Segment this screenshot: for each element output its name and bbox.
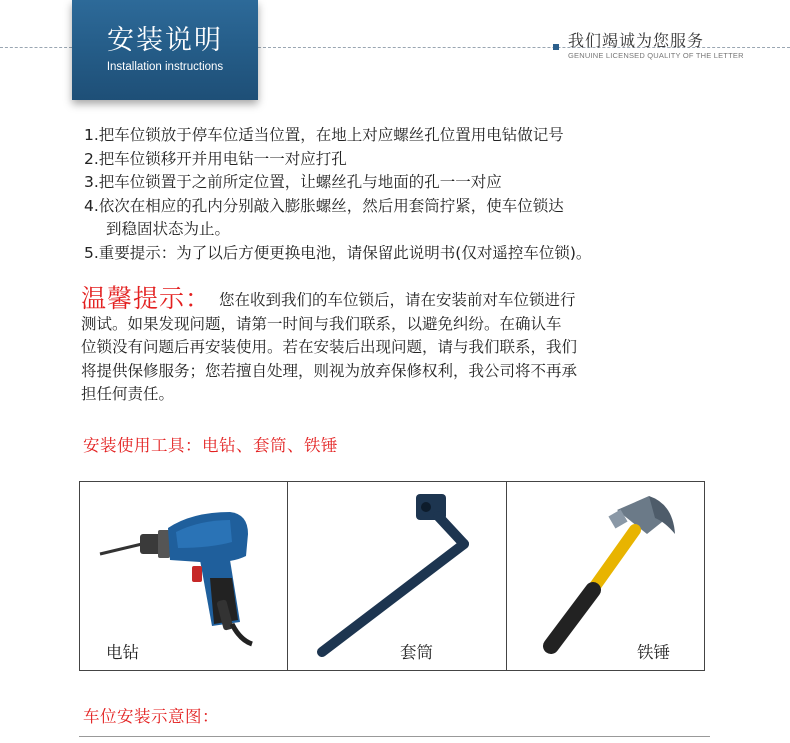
tip-line: 测试。如果发现问题，请第一时间与我们联系，以避免纠纷。在确认车	[81, 314, 562, 333]
bullet-square-icon	[553, 44, 559, 50]
step-item: 3.把车位锁置于之前所定位置，让螺丝孔与地面的孔一一对应	[84, 173, 502, 191]
tip-line: 担任何责任。	[81, 385, 175, 403]
tip-line: 您在收到我们的车位锁后，请在安装前对车位锁进行	[219, 291, 576, 309]
service-title: 我们竭诚为您服务	[568, 31, 705, 50]
tool-cell-hammer	[506, 482, 704, 670]
socket-wrench-icon	[288, 482, 506, 668]
step-item: 4.依次在相应的孔内分别敲入膨胀螺丝，然后用套筒拧紧，使车位锁达	[84, 196, 564, 215]
banner-title: 安装说明	[107, 25, 223, 56]
hammer-icon	[507, 482, 704, 668]
step-item: 5.重要提示：为了以后方便更换电池，请保留此说明书(仅对遥控车位锁)。	[84, 243, 592, 262]
tool-cell-drill	[80, 482, 287, 670]
tip-line: 位锁没有问题后再安装使用。若在安装后出现问题，请与我们联系，我们	[81, 338, 578, 356]
title-banner	[72, 0, 258, 100]
tools-table	[79, 481, 705, 671]
tool-cell-socket	[287, 482, 506, 670]
tip-line: 将提供保修服务；您若擅自处理，则视为放弃保修权利，我公司将不再承	[81, 361, 578, 380]
step-item: 2.把车位锁移开并用电钻一一对应打孔	[84, 149, 347, 168]
header-divider-right	[258, 47, 790, 48]
tip-title: 温馨提示：	[81, 284, 212, 313]
service-subtitle: GENUINE LICENSED QUALITY OF THE LETTER	[568, 51, 744, 60]
banner-subtitle: Installation instructions	[106, 61, 224, 73]
warm-tip	[81, 284, 741, 407]
section-divider	[79, 736, 710, 737]
step-item: 1.把车位锁放于停车位适当位置，在地上对应螺丝孔位置用电钻做记号	[84, 126, 564, 144]
tool-label-socket: 套筒	[400, 643, 433, 662]
step-item-continued: 到稳固状态为止。	[106, 220, 231, 238]
tool-label-drill: 电钻	[106, 643, 139, 662]
tool-label-hammer: 铁锤	[637, 643, 670, 662]
diagram-heading: 车位安装示意图：	[83, 707, 219, 726]
tools-heading: 安装使用工具：电钻、套筒、铁锤	[83, 436, 338, 455]
header-divider-left	[0, 47, 72, 48]
installation-steps	[84, 124, 764, 265]
